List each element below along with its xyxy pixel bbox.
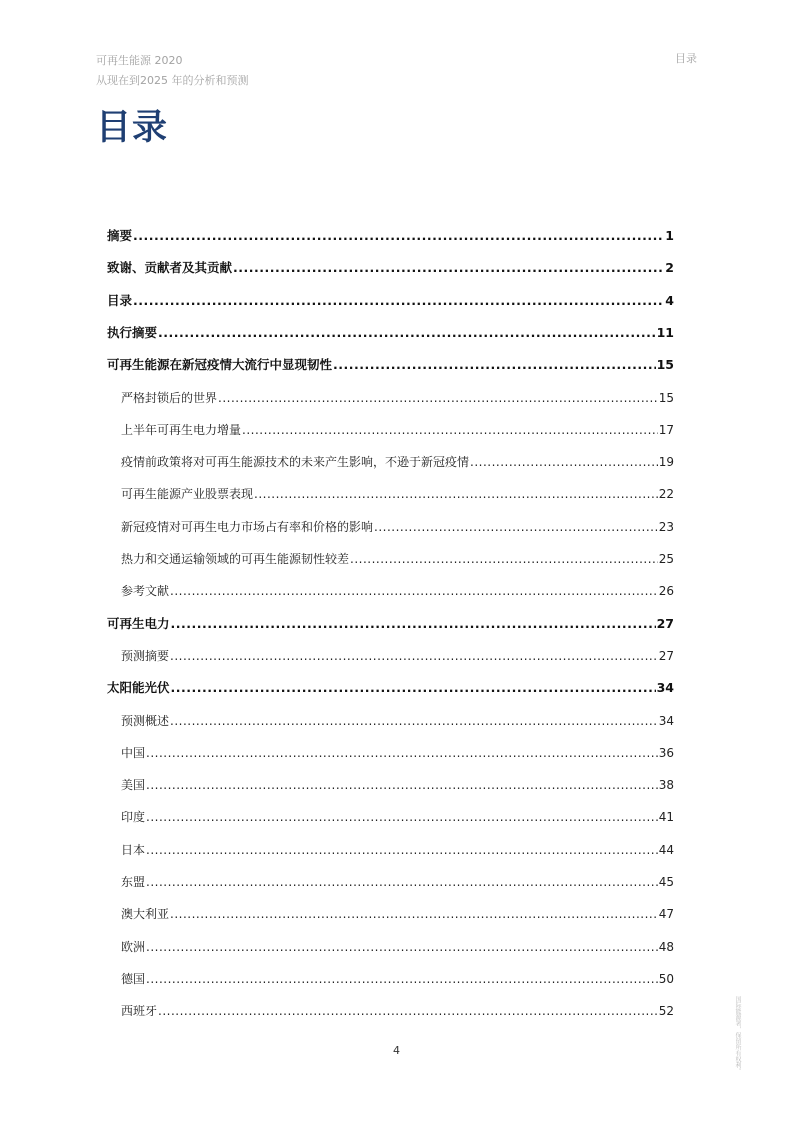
toc-entry-title: 中国 [121,745,146,760]
toc-entry-title: 可再生能源在新冠疫情大流行中显现韧性 [107,357,333,373]
toc-entry-page: 22 [658,487,674,502]
toc-entry-title: 严格封锁后的世界 [121,390,218,405]
toc-entry[interactable] [107,258,674,278]
report-title: 可再生能源 2020 [96,54,183,67]
copyright-note: 国际能源署，保留所有权利。 [734,996,741,1074]
toc-entry-page: 47 [658,907,674,922]
toc-entry-page: 17 [658,422,674,437]
toc-entry[interactable] [121,711,674,731]
toc-entry[interactable] [107,614,674,634]
toc-entry-page: 19 [658,455,674,470]
toc-entry-page: 15 [658,390,674,405]
toc-entry[interactable] [121,484,674,504]
toc-leader-dots [171,678,656,698]
toc-entry-title: 太阳能光伏 [107,680,170,696]
toc-leader-dots [333,355,656,375]
toc-entry-title: 摘要 [107,228,133,243]
toc-entry[interactable] [121,549,674,569]
toc-entry-title: 可再生电力 [107,615,170,631]
toc-leader-dots [146,840,658,860]
toc-entry-title: 致谢、贡献者及其贡献 [107,260,233,276]
toc-entry-page: 11 [656,324,674,340]
toc-entry-page: 52 [658,1004,674,1019]
toc-leader-dots [133,226,664,246]
toc-entry-page: 48 [658,939,674,954]
toc-entry[interactable] [107,678,674,698]
toc-entry[interactable] [107,323,674,343]
toc-leader-dots [233,258,664,278]
toc-leader-dots [170,904,658,924]
toc-leader-dots [170,711,658,731]
toc-entry[interactable] [121,452,674,472]
toc-entry-page: 34 [658,713,674,728]
toc-entry-page: 44 [658,842,674,857]
toc-entry-page: 2 [665,260,674,276]
toc-entry[interactable] [121,872,674,892]
toc-leader-dots [170,581,658,601]
toc-entry-page: 4 [665,292,674,308]
toc-leader-dots [254,484,658,504]
toc-entry[interactable] [121,388,674,408]
toc-leader-dots [470,452,658,472]
toc-leader-dots [218,388,658,408]
toc-entry-title: 执行摘要 [107,324,158,340]
toc-entry[interactable] [107,226,674,246]
toc-entry-title: 上半年可再生电力增量 [121,422,242,437]
toc-entry[interactable] [121,646,674,666]
toc-entry-page: 25 [658,552,674,566]
toc-entry[interactable] [121,517,674,537]
toc-entry-title: 疫情前政策将对可再生能源技术的未来产生影响，不逊于新冠疫情 [121,455,470,470]
toc-entry[interactable] [107,355,674,375]
toc-leader-dots [146,743,658,763]
toc-entry-title: 欧洲 [121,939,146,954]
toc-entry-title: 热力和交通运输领域的可再生能源韧性较差 [121,552,350,566]
toc-leader-dots [146,775,658,795]
toc-leader-dots [242,420,658,440]
toc-entry-page: 27 [656,615,674,631]
toc-entry-title: 新冠疫情对可再生电力市场占有率和价格的影响 [121,519,374,534]
toc-entry-title: 日本 [121,842,146,857]
toc-leader-dots [171,614,656,634]
section-label: 目录 [675,52,697,65]
toc-leader-dots [158,1001,658,1021]
toc-entry-title: 东盟 [121,875,146,889]
toc-leader-dots [133,291,664,311]
running-header [96,51,249,91]
toc-leader-dots [158,323,656,343]
toc-entry[interactable] [121,807,674,827]
toc-entry-page: 41 [658,810,674,825]
toc-entry[interactable] [121,969,674,989]
toc-entry-page: 36 [658,745,674,760]
toc-leader-dots [146,937,658,957]
toc-entry-title: 德国 [121,971,146,986]
toc-entry[interactable] [121,1001,674,1021]
toc-entry[interactable] [121,420,674,440]
toc-entry-page: 15 [656,357,674,373]
toc-entry[interactable] [121,937,674,957]
toc-entry-page: 34 [656,680,674,696]
toc-entry-title: 可再生能源产业股票表现 [121,487,254,502]
toc-entry-page: 23 [658,519,674,534]
toc-leader-dots [350,549,658,569]
toc-entry[interactable] [121,581,674,601]
toc-entry-page: 27 [658,648,674,663]
toc-entry-page: 1 [665,228,674,243]
page-number: 4 [393,1044,400,1057]
toc-entry-title: 参考文献 [121,584,170,599]
page-title: 目录 [96,108,169,148]
report-subtitle: 从现在到2025 年的分析和预测 [96,74,249,87]
toc-leader-dots [146,872,658,892]
toc-leader-dots [170,646,658,666]
toc-entry-page: 38 [658,778,674,793]
toc-leader-dots [374,517,658,537]
toc-entry-title: 印度 [121,810,146,825]
toc-entry-title: 美国 [121,778,146,793]
toc-entry[interactable] [121,840,674,860]
toc-entry[interactable] [121,904,674,924]
toc-entry-page: 50 [658,971,674,986]
toc-entry-title: 澳大利亚 [121,907,170,922]
toc-entry-page: 45 [658,875,674,889]
toc-entry[interactable] [121,775,674,795]
toc-entry[interactable] [107,291,674,311]
toc-entry-title: 目录 [107,292,133,308]
toc-entry-title: 预测概述 [121,713,170,728]
toc-leader-dots [146,969,658,989]
toc-entry[interactable] [121,743,674,763]
toc-entry-page: 26 [658,584,674,599]
toc-leader-dots [146,807,658,827]
toc-entry-title: 预测摘要 [121,648,170,663]
toc-entry-title: 西班牙 [121,1004,158,1019]
